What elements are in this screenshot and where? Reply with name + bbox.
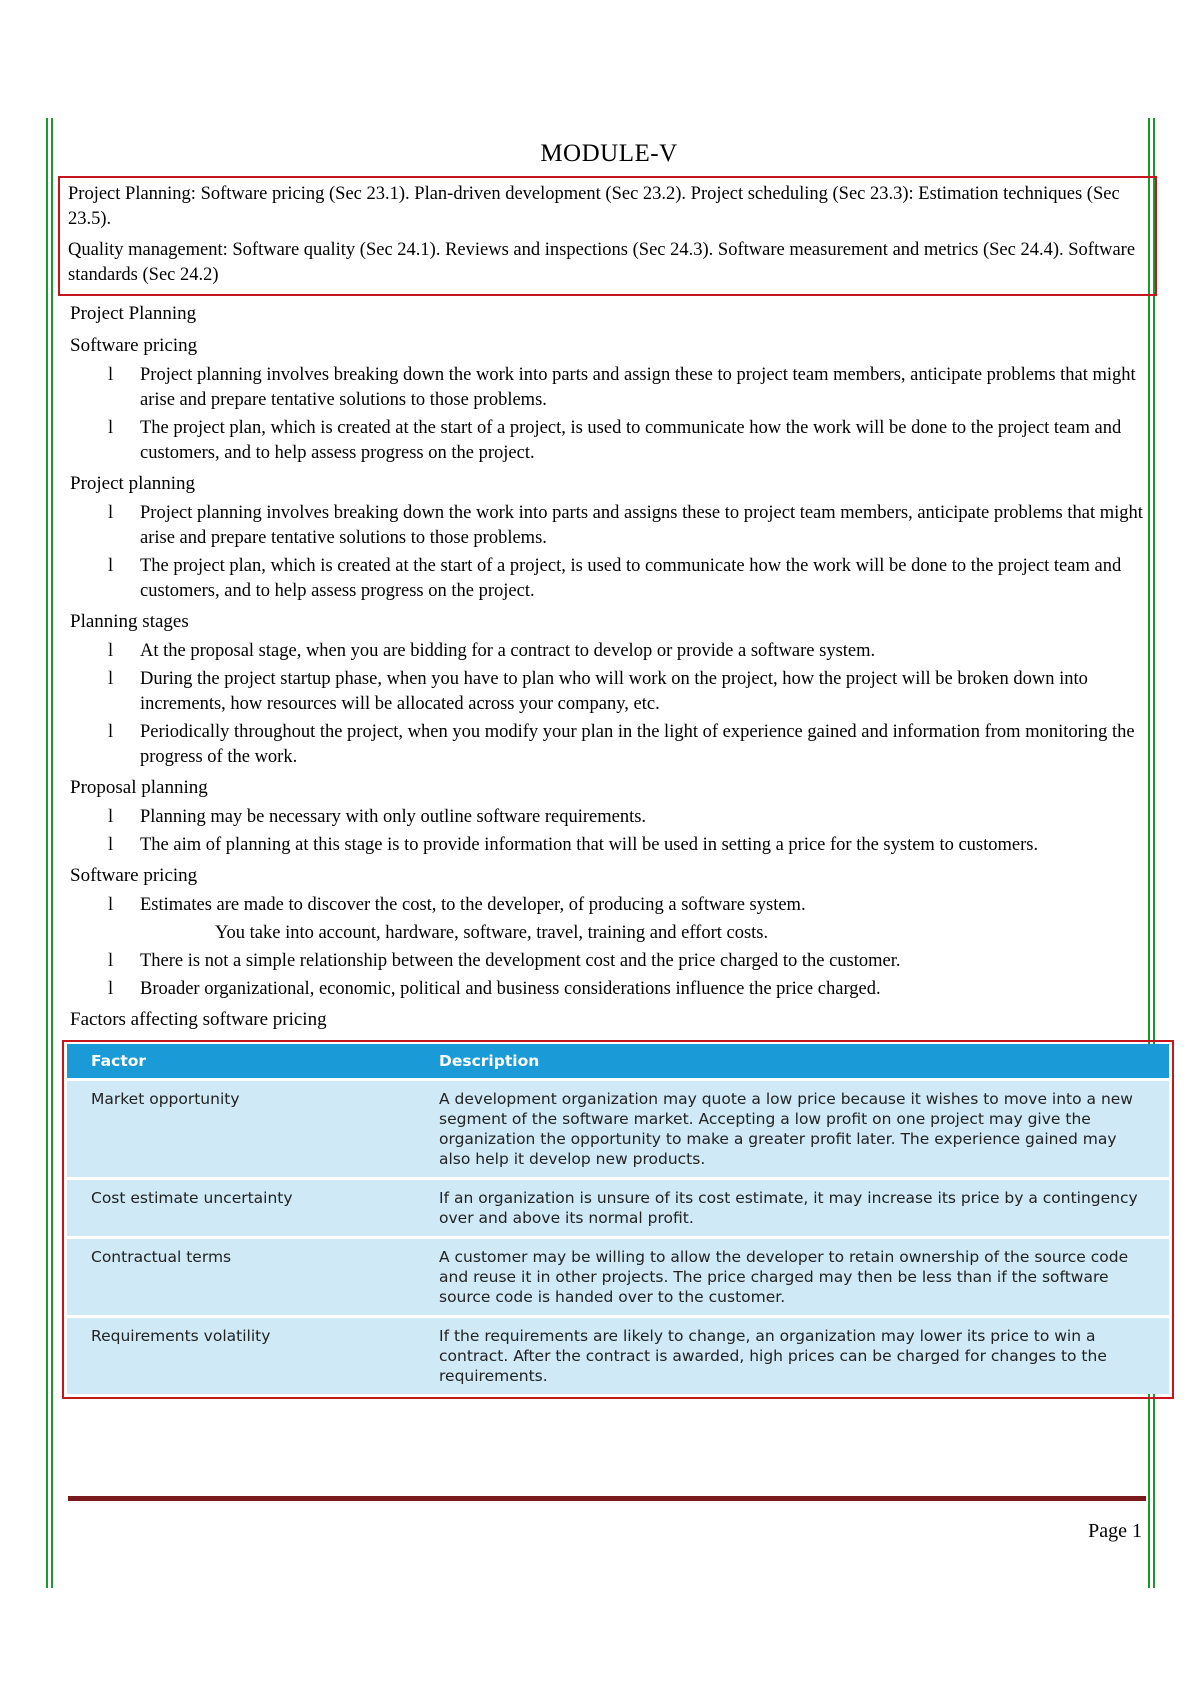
factor-cell: Requirements volatility bbox=[67, 1317, 415, 1395]
bullet-marker: l bbox=[108, 418, 114, 438]
section-heading: Project Planning bbox=[70, 303, 197, 324]
list-item bbox=[70, 667, 1148, 717]
description-cell: A development organization may quote a low price because it wishes to move into a new segment of the software market. Accepting a low profit on one project may give the organization the opportunity to make a greater profit later. The experience gained may also help it develop new products. bbox=[415, 1080, 1169, 1179]
list-item-text: Project planning involves breaking down the work into parts and assigns these to project team members, anticipate problems that might arise and prepare tentative solutions to those problems. bbox=[140, 503, 1143, 548]
pricing-factors-table bbox=[67, 1044, 1169, 1394]
list-item-text: Project planning involves breaking down the work into parts and assign these to project team members, anticipate problems that might arise and prepare tentative solutions to those problems. bbox=[140, 365, 1136, 410]
section-heading: Software pricing bbox=[70, 865, 198, 886]
list-item bbox=[70, 554, 1148, 604]
table-row bbox=[67, 1317, 1169, 1395]
bullet-list bbox=[70, 805, 1148, 858]
list-item-text: The project plan, which is created at the start of a project, is used to communicate how the work will be done to the project team and customers, and to help assess progress on the project. bbox=[140, 556, 1122, 601]
bullet-marker: l bbox=[108, 722, 114, 742]
scope-paragraph-1: Project Planning: Software pricing (Sec 23.1). Plan-driven development (Sec 23.2). Project scheduling (Sec 23.3): Estimation techniques (Sec 23.5). bbox=[68, 184, 1120, 229]
list-item-text: Broader organizational, economic, political and business considerations influence the price charged. bbox=[140, 979, 881, 999]
list-item-text: During the project startup phase, when you have to plan who will work on the project, how the project will be broken down into increments, how resources will be allocated across your company, etc. bbox=[140, 669, 1088, 714]
list-item bbox=[70, 977, 1148, 1002]
table-row bbox=[67, 1238, 1169, 1317]
list-item bbox=[70, 416, 1148, 466]
indented-note: You take into account, hardware, software, travel, training and effort costs. bbox=[215, 923, 769, 943]
table-header-row bbox=[67, 1044, 1169, 1080]
list-item-text: The project plan, which is created at the start of a project, is used to communicate how the work will be done to the project team and customers, and to help assess progress on the project. bbox=[140, 418, 1122, 463]
bullet-marker: l bbox=[108, 669, 114, 689]
bullet-marker: l bbox=[108, 895, 114, 915]
list-item bbox=[70, 949, 1148, 974]
page-border-left bbox=[46, 118, 53, 1588]
bullet-marker: l bbox=[108, 979, 114, 999]
list-item bbox=[70, 720, 1148, 770]
list-item-text: The aim of planning at this stage is to provide information that will be used in setting a price for the system to customers. bbox=[140, 835, 1039, 855]
list-item bbox=[70, 805, 1148, 830]
bullet-list bbox=[70, 949, 1148, 1002]
table-row bbox=[67, 1080, 1169, 1179]
section-heading: Proposal planning bbox=[70, 777, 208, 798]
bullet-list bbox=[70, 893, 1148, 918]
list-item-text: Periodically throughout the project, when you modify your plan in the light of experience gained and information from monitoring the progress of the work. bbox=[140, 722, 1135, 767]
module-scope-box bbox=[58, 176, 1157, 296]
list-item bbox=[70, 833, 1148, 858]
list-item-text: There is not a simple relationship between the development cost and the price charged to the customer. bbox=[140, 951, 901, 971]
scope-paragraph-2: Quality management: Software quality (Sec 24.1). Reviews and inspections (Sec 24.3). Software measurement and metrics (Sec 24.4). Software standards (Sec 24.2) bbox=[68, 240, 1136, 285]
bullet-marker: l bbox=[108, 503, 114, 523]
document-body bbox=[70, 140, 1148, 1399]
bullet-marker: l bbox=[108, 556, 114, 576]
section-heading: Factors affecting software pricing bbox=[70, 1009, 327, 1030]
bullet-list bbox=[70, 501, 1148, 604]
column-header-factor: Factor bbox=[67, 1044, 415, 1080]
list-item-text: Planning may be necessary with only outline software requirements. bbox=[140, 807, 647, 827]
bullet-marker: l bbox=[108, 641, 114, 661]
bullet-marker: l bbox=[108, 835, 114, 855]
page-title: MODULE-V bbox=[540, 140, 678, 167]
list-item bbox=[70, 363, 1148, 413]
column-header-description: Description bbox=[415, 1044, 1169, 1080]
bullet-list bbox=[70, 639, 1148, 770]
description-cell: A customer may be willing to allow the developer to retain ownership of the source code and reuse it in other projects. The price charged may then be less than if the software source code is handed over to the customer. bbox=[415, 1238, 1169, 1317]
page-number: Page 1 bbox=[1088, 1520, 1142, 1542]
pricing-factors-table-frame bbox=[62, 1040, 1174, 1399]
section-heading: Project planning bbox=[70, 473, 196, 494]
bullet-marker: l bbox=[108, 365, 114, 385]
bullet-marker: l bbox=[108, 807, 114, 827]
bullet-marker: l bbox=[108, 951, 114, 971]
description-cell: If an organization is unsure of its cost estimate, it may increase its price by a contingency over and above its normal profit. bbox=[415, 1179, 1169, 1238]
list-item bbox=[70, 501, 1148, 551]
factor-cell: Cost estimate uncertainty bbox=[67, 1179, 415, 1238]
list-item bbox=[70, 893, 1148, 918]
footer-divider bbox=[68, 1496, 1146, 1501]
list-item-text: At the proposal stage, when you are bidding for a contract to develop or provide a software system. bbox=[140, 641, 876, 661]
table-row bbox=[67, 1179, 1169, 1238]
section-heading: Software pricing bbox=[70, 335, 198, 356]
bullet-list bbox=[70, 363, 1148, 466]
description-cell: If the requirements are likely to change, an organization may lower its price to win a contract. After the contract is awarded, high prices can be charged for changes to the requirements. bbox=[415, 1317, 1169, 1395]
list-item-text: Estimates are made to discover the cost, to the developer, of producing a software system. bbox=[140, 895, 806, 915]
factor-cell: Market opportunity bbox=[67, 1080, 415, 1179]
list-item bbox=[70, 639, 1148, 664]
factor-cell: Contractual terms bbox=[67, 1238, 415, 1317]
section-heading: Planning stages bbox=[70, 611, 189, 632]
